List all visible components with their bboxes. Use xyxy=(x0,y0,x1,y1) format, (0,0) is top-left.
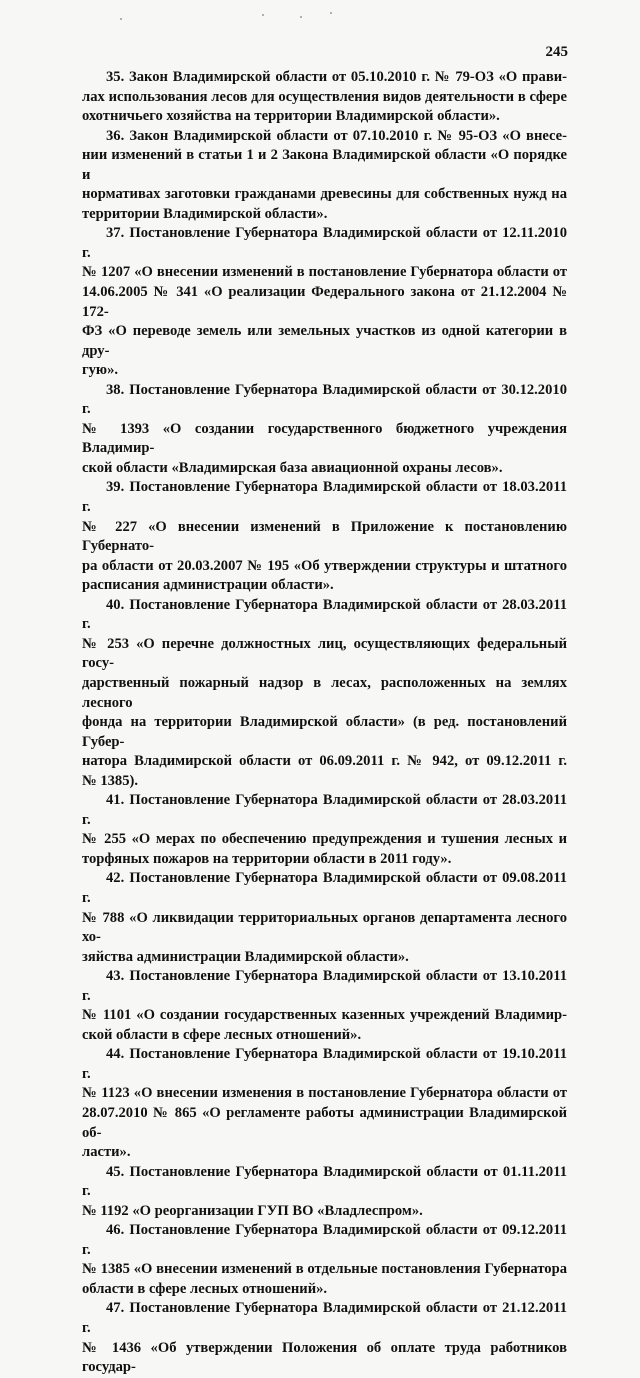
document-body xyxy=(82,68,567,1378)
entry-line: ской области в сфере лесных отношений». xyxy=(82,1026,362,1043)
entry-line: № 1101 «О создании государственных казенных учреждений Владимир- xyxy=(82,1007,567,1024)
document-entry xyxy=(82,967,567,1045)
entry-line: 38. Постановление Губернатора Владимирской области от 30.12.2010 г. xyxy=(82,381,567,418)
document-entry xyxy=(82,869,567,967)
entry-line: 39. Постановление Губернатора Владимирской области от 18.03.2011 г. xyxy=(82,479,567,516)
entry-line: ской области «Владимирская база авиационной охраны лесов». xyxy=(82,459,503,476)
document-entry xyxy=(82,381,567,479)
entry-line: нормативах заготовки гражданами древесины для собственных нужд на xyxy=(82,186,567,203)
entry-line: фонда на территории Владимирской области» (в ред. постановлений Губер- xyxy=(82,714,567,750)
entry-line: ласти». xyxy=(82,1144,131,1161)
document-entry xyxy=(82,791,567,869)
entry-line: дарственный пожарный надзор в лесах, расположенных на землях лесного xyxy=(82,674,567,711)
entry-line: 35. Закон Владимирской области от 05.10.2010 г. № 79-ОЗ «О прави- xyxy=(106,69,567,85)
document-entry xyxy=(82,1045,567,1162)
document-entry xyxy=(82,1221,567,1299)
entry-line: № 1393 «О создании государственного бюджетного учреждения Владимир- xyxy=(82,420,567,457)
entry-line: № 1123 «О внесении изменения в постановление Губернатора области от xyxy=(82,1085,567,1102)
entry-line: ра области от 20.03.2007 № 195 «Об утверждении структуры и штатного xyxy=(82,557,567,574)
entry-line: № 1385). xyxy=(82,772,139,789)
document-entry xyxy=(82,478,567,595)
scan-speck xyxy=(120,18,122,20)
entry-line: гую». xyxy=(82,362,119,379)
entry-line: 37. Постановление Губернатора Владимирской области от 12.11.2010 г. xyxy=(82,225,567,261)
entry-line: № 255 «О мерах по обеспечению предупреждения и тушения лесных и xyxy=(82,831,567,848)
entry-line: натора Владимирской области от 06.09.2011 г. № 942, от 09.12.2011 г. xyxy=(82,753,567,770)
document-entry xyxy=(82,224,567,380)
scan-speck xyxy=(330,12,332,14)
scan-specks xyxy=(0,0,640,40)
entry-line: № 253 «О перечне должностных лиц, осуществляющих федеральный госу- xyxy=(82,635,567,672)
entry-line: области в сфере лесных отношений». xyxy=(82,1280,328,1297)
entry-line: 44. Постановление Губернатора Владимирской области от 19.10.2011 г. xyxy=(82,1046,567,1082)
entry-line: 42. Постановление Губернатора Владимирской области от 09.08.2011 г. xyxy=(82,870,567,906)
entry-line: 36. Закон Владимирской области от 07.10.2010 г. № 95-ОЗ «О внесе- xyxy=(106,127,567,144)
entry-line: 45. Постановление Губернатора Владимирской области от 01.11.2011 г. xyxy=(82,1163,567,1200)
entry-line: зяйства администрации Владимирской области». xyxy=(82,948,409,965)
entry-line: 47. Постановление Губернатора Владимирской области от 21.12.2011 г. xyxy=(82,1300,567,1336)
entry-line: расписания администрации области». xyxy=(82,577,334,594)
document-entry xyxy=(82,1163,567,1222)
entry-line: нии изменений в статьи 1 и 2 Закона Владимирской области «О порядке и xyxy=(82,147,567,183)
document-entry xyxy=(82,127,567,225)
entry-line: № 227 «О внесении изменений в Приложение к постановлению Губернато- xyxy=(82,518,567,555)
entry-line: территории Владимирской области». xyxy=(82,205,328,222)
entry-line: 28.07.2010 № 865 «О регламенте работы администрации Владимирской об- xyxy=(82,1104,567,1141)
document-entry xyxy=(82,596,567,791)
entry-line: № 1207 «О внесении изменений в постановление Губернатора области от xyxy=(82,264,567,281)
scan-speck xyxy=(300,16,302,18)
scan-speck xyxy=(262,14,264,16)
entry-line: № 1192 «О реорганизации ГУП ВО «Владлеспром». xyxy=(82,1202,423,1219)
entry-line: 14.06.2005 № 341 «О реализации Федерального закона от 21.12.2004 № 172- xyxy=(82,284,567,320)
entry-line: 41. Постановление Губернатора Владимирской области от 28.03.2011 г. xyxy=(82,792,567,828)
entry-line: № 788 «О ликвидации территориальных органов департамента лесного хо- xyxy=(82,909,567,946)
entry-line: охотничьего хозяйства на территории Владимирской области». xyxy=(82,108,500,125)
entry-line: № 1436 «Об утверждении Положения об оплате труда работников государ- xyxy=(82,1339,567,1376)
entry-line: ФЗ «О переводе земель или земельных участков из одной категории в дру- xyxy=(82,323,567,359)
document-entry xyxy=(82,1299,567,1377)
entry-line: 46. Постановление Губернатора Владимирской области от 09.12.2011 г. xyxy=(82,1222,567,1258)
page-number: 245 xyxy=(545,44,568,60)
entry-line: лах использования лесов для осуществления видов деятельности в сфере xyxy=(82,88,567,105)
entry-line: 43. Постановление Губернатора Владимирской области от 13.10.2011 г. xyxy=(82,968,567,1004)
entry-line: № 1385 «О внесении изменений в отдельные постановления Губернатора xyxy=(82,1261,567,1278)
document-entry xyxy=(82,68,567,127)
entry-line: торфяных пожаров на территории области в 2011 году». xyxy=(82,850,452,867)
entry-line: 40. Постановление Губернатора Владимирской области от 28.03.2011 г. xyxy=(82,596,567,633)
